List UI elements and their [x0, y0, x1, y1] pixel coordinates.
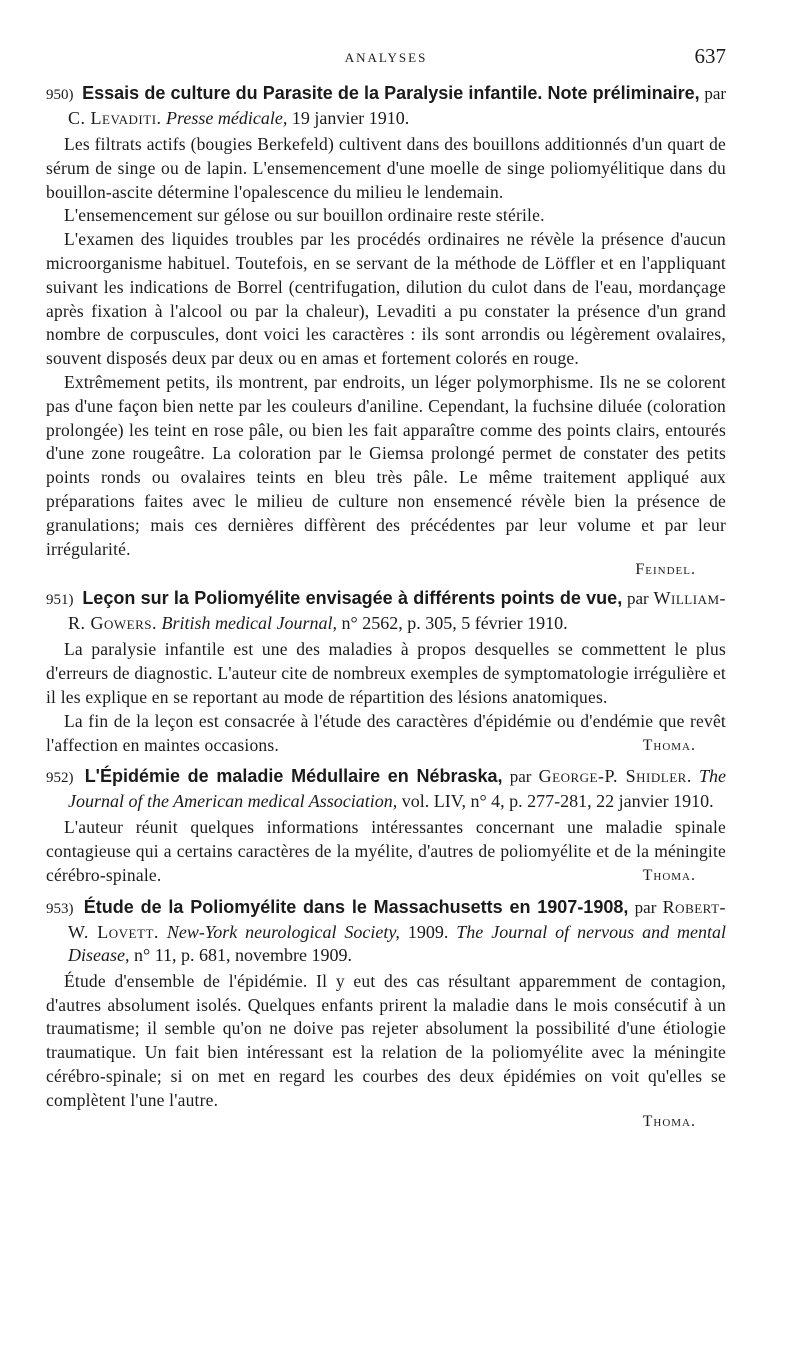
- paragraph: L'ensemencement sur gélose ou sur bouillon ordinaire reste stérile.: [64, 205, 545, 226]
- entry-journal-2: The Journal of nervous and mental Disease,: [68, 921, 727, 965]
- page-number: 637: [694, 44, 726, 68]
- entry-signature: Thoma.: [642, 736, 696, 754]
- entry-signature: Thoma.: [642, 866, 696, 884]
- paragraph-text: L'auteur réunit quelques informations intéressantes concernant une maladie spinale contagieuse qui a certains caractères de la myélite, d'autres de poliomyélite et de la méningite cérébro-spinale.: [46, 817, 726, 885]
- author-intro: par: [704, 84, 727, 103]
- entry-title: Essais de culture du Parasite de la Paralysie infantile. Note préliminaire,: [82, 83, 700, 103]
- entry-number: 951): [46, 592, 74, 609]
- author-intro: par: [634, 897, 657, 917]
- entry-journal: British medical Journal,: [161, 613, 337, 634]
- entry-author: Robert-W. Lovett.: [68, 896, 727, 942]
- entry-heading: [46, 587, 726, 635]
- author-intro: par: [509, 767, 532, 787]
- abstract-entry-950: [46, 82, 726, 579]
- entry-heading: [46, 765, 726, 813]
- entry-journal: Presse médicale,: [166, 108, 288, 128]
- abstract-entry-952: [46, 765, 726, 887]
- entry-title: L'Épidémie de maladie Médullaire en Nébraska,: [84, 766, 503, 787]
- paragraph: La paralysie infantile est une des maladies à propos desquelles se commettent le plus d'erreurs de diagnostic. L'auteur cite de nombreux exemples de symptomatologie irrégulière et il les explique en se reportant au mode de répartition des lésions anatomiques.: [46, 639, 726, 707]
- entry-citation: vol. LIV, n° 4, p. 277-281, 22 janvier 1910.: [401, 791, 714, 812]
- entry-heading: [46, 896, 726, 967]
- paragraph-text: La fin de la leçon est consacrée à l'étude des caractères d'épidémie ou d'endémie que revêt l'affection en maintes occasions.: [46, 710, 726, 755]
- paragraph: Les filtrats actifs (bougies Berkefeld) cultivent dans des bouillons additionnés d'un quart de sérum de singe ou de lapin. L'ensemencement d'une moelle de singe poliomyélitique dans du bouillon-ascite détermine l'opalescence du milieu le lendemain.: [46, 134, 726, 202]
- paragraph-with-signature: [46, 710, 726, 758]
- entry-signature: Feindel.: [635, 561, 696, 579]
- entry-citation: 1909.: [407, 921, 449, 942]
- entry-citation: n° 2562, p. 305, 5 février 1910.: [341, 613, 568, 634]
- author-intro: par: [627, 589, 649, 609]
- paragraph-with-signature: [46, 816, 726, 887]
- paragraph: Étude d'ensemble de l'épidémie. Il y eut des cas résultant apparemment de contagion, d'autres absolument isolés. Quelques enfants prirent la maladie dans le mois consécutif à un traumatisme; il semble qu'on ne doive pas rejeter absolument la possibilité d'une étiologie traumatique. Un fait bien intéressant est la relation de la poliomyélite avec la méningite cérébro-spinale; si on met en regard les courbes des deux épidémies on voit qu'elles se complètent l'une l'autre.: [46, 970, 726, 1110]
- paragraph: Extrêmement petits, ils montrent, par endroits, un léger polymorphisme. Ils ne se colorent pas d'une façon bien nette par les couleurs d'aniline. Cependant, la fuchsine diluée (coloration prolongée) les teint en rose pâle, ou bien les fait apparaître comme des points clairs, entourés d'une zone rougeâtre. La coloration par le Giemsa prolongé permet de constater des petits points ronds ou ovalaires teints en bleu très pâle. Le même traitement appliqué aux préparations faites avec le milieu de culture non ensemencé révèle bien la présence de granulations; mais ces dernières diffèrent des précédentes par leur volume et par leur irrégularité.: [46, 371, 726, 559]
- entry-author: William-R. Gowers.: [68, 588, 727, 634]
- entry-heading: [46, 82, 726, 130]
- entry-citation-2: n° 11, p. 681, novembre 1909.: [134, 944, 353, 965]
- entry-signature: Thoma.: [642, 1112, 696, 1130]
- entry-number: 953): [46, 900, 74, 917]
- running-head-title: ANALYSES: [344, 50, 428, 65]
- abstract-entry-953: [46, 896, 726, 1131]
- running-head: [46, 44, 726, 78]
- entry-author: C. Levaditi.: [68, 108, 162, 128]
- entry-journal: New-York neurological Society,: [166, 921, 400, 942]
- entry-number: 952): [46, 770, 74, 787]
- entry-author: George-P. Shidler.: [538, 766, 692, 787]
- abstract-entry-951: [46, 587, 726, 757]
- entry-title: Leçon sur la Poliomyélite envisagée à différents points de vue,: [82, 588, 623, 609]
- paragraph: L'examen des liquides troubles par les procédés ordinaires ne révèle la présence d'aucun microorganisme habituel. Toutefois, en se servant de la méthode de Löffler et en l'appliquant suivant les indications de Borrel (centrifugation, dilution du culot dans de l'eau, mordançage après fixation à l'alcool ou par la chaleur), Levaditi a pu constater la présence d'un grand nombre de corpuscules, dont voici les caractères : ils sont arrondis ou légèrement ovalaires, souvent disposés deux par deux ou en amas et fortement colorés en rouge.: [46, 229, 726, 369]
- entry-citation: 19 janvier 1910.: [291, 108, 410, 128]
- entry-journal: The Journal of the American medical Association,: [68, 766, 727, 812]
- entry-number: 950): [46, 87, 74, 103]
- entry-title: Étude de la Poliomyélite dans le Massachusetts en 1907-1908,: [83, 896, 629, 917]
